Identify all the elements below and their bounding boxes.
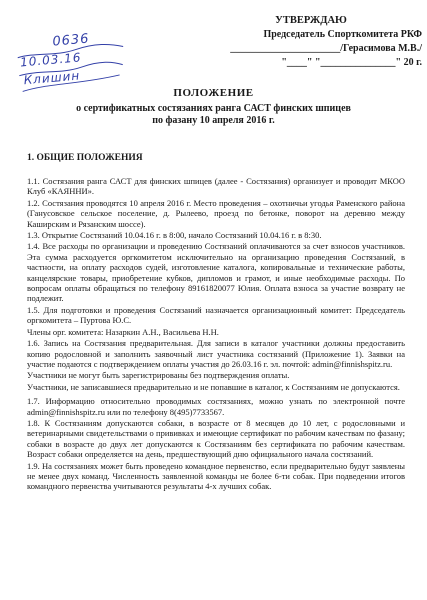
approval-date-line: "____" "_______________" 20 г.	[281, 57, 422, 68]
document-subtitle-2: по фазану 10 апреля 2016 г.	[152, 115, 275, 126]
stamp-number: 0636	[51, 31, 91, 50]
approval-signature-line: ______________________/Герасимова М.В./	[230, 43, 422, 54]
approval-block	[160, 14, 422, 70]
paragraph-1-1: 1.1. Состязания ранга САСТ для финских шпицев (далее - Состязания) организует и проводит МКОО Клуб «КАЯННИ».	[27, 176, 405, 197]
paragraph-1-9: 1.9. На состязаниях может быть проведено командное первенство, если предварительно будут заявлены не менее двух команд. Численность заявленной команды не более 6-ти собак. При подведении итогов командного первенства учитываются результаты 4-х лучших собак.	[27, 460, 405, 492]
paragraph-1-6: 1.6. Запись на Состязания предварительная. Для записи в каталог участники должны предоставить копию родословной и заполнить заявочный лист участника состязаний (Приложение 1). Заявки на участие подаются с подтверждением оплаты участия до 26.03.16 г. эл. почтой: admin@finnishspitz.ru.	[27, 338, 405, 369]
document-title: ПОЛОЖЕНИЕ	[173, 87, 254, 99]
paragraph-1-4: 1.4. Все расходы по организации и проведению Состязаний оплачиваются за счет взносов участников. Эта сумма расходуется оргкомитетом исключительно на организацию проведения Состязаний, в частности, на оплату расходов судей, изготовление каталога, копировальные и технические работы, канцелярские товары, приобретение кубков, дипломов и грамот, и иные необходимые расходы. По вопросам оплаты обращаться по телефону 89161820077 Юлия. Оплата взноса за участие возврату не подлежит.	[27, 241, 405, 304]
approval-heading: УТВЕРЖДАЮ	[275, 15, 347, 26]
section-body	[27, 176, 405, 493]
paragraph-1-8: 1.8. К Состязаниям допускаются собаки, в возрасте от 8 месяцев до 10 лет, с родословными и ветеринарными свидетельствами о прививках и имеющие сертификат по рабочим качествам по фазану; собаки в возрасте до двух лет допускаются к Состязаниям без сертификата по рабочим качествам. Возраст собаки определяется на день, предшествующий дню официального начала состязаний.	[27, 417, 405, 460]
section-title: 1. ОБЩИЕ ПОЛОЖЕНИЯ	[27, 153, 143, 163]
stamp-signature: Клишин	[23, 68, 81, 88]
document-title-block	[0, 87, 427, 126]
paragraph-1-3: 1.3. Открытие Состязаний 10.04.16 г. в 8:00, начало Состязаний 10.04.16 г. в 8:30.	[27, 230, 322, 241]
document-subtitle-1: о сертификатных состязаниях ранга САСТ финских шпицев	[76, 103, 351, 114]
paragraph-1-7: 1.7. Информацию относительно проводимых состязаниях, можно узнать по электронной почте admin@finnishspitz.ru или по телефону 8(495)7733567.	[27, 396, 405, 417]
paragraph-catalog-note: Участники, не записавшиеся предварительно и не попавшие в каталог, к Состязаниям не допускаются.	[27, 381, 400, 392]
paragraph-1-5: 1.5. Для подготовки и проведения Состязаний назначается организационный комитет: Председатель оргкомитета – Пуртова Ю.С.	[27, 304, 405, 326]
approval-position: Председатель Спорткомитета РКФ	[263, 29, 422, 40]
paragraph-1-2: 1.2. Состязания проводятся 10 апреля 2016 г. Место проведения – охотничьи угодья Раменского района (Ганусовское сельское поселение, д. Рылеево, проезд по бетонке, поворот на деревню между Каширским и Рязанским шоссе).	[27, 197, 405, 229]
stamp-date: 10.03.16	[19, 50, 82, 70]
paragraph-committee-members: Члены орг. комитета: Назаркин А.Н., Васильева Н.Н.	[27, 326, 219, 337]
paragraph-registration-note: Участники не могут быть зарегистрированы без подтверждения оплаты.	[27, 370, 290, 381]
